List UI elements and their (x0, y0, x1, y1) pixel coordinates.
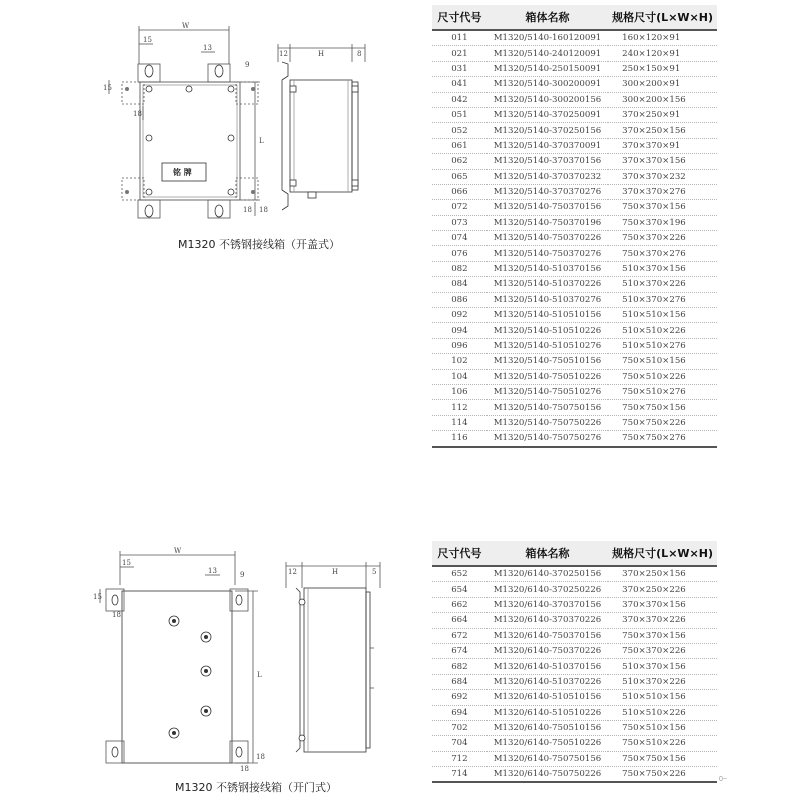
row-code: 011 (432, 30, 487, 46)
table-row (432, 767, 717, 783)
row-spec-size: 750×510×226 (608, 369, 717, 384)
row-code: 704 (432, 736, 487, 751)
table-row (432, 231, 717, 246)
table-row (432, 751, 717, 766)
row-code: 694 (432, 705, 487, 720)
row-box-name: M1320/5140-300200091 (487, 77, 608, 92)
table-row (432, 415, 717, 430)
row-box-name: M1320/6140-750510226 (487, 736, 608, 751)
row-code: 041 (432, 77, 487, 92)
dim-18-bottom-2: 18 (243, 206, 252, 214)
row-code: 096 (432, 338, 487, 353)
col-header-name: 箱体名称 (487, 541, 608, 566)
dim-9-2: 9 (240, 571, 245, 579)
row-code: 086 (432, 292, 487, 307)
row-spec-size: 510×510×226 (608, 705, 717, 720)
row-box-name: M1320/5140-370370232 (487, 169, 608, 184)
row-spec-size: 750×750×156 (608, 751, 717, 766)
table-row (432, 30, 717, 46)
row-spec-size: 370×370×226 (608, 613, 717, 628)
table-row (432, 720, 717, 735)
dim-w: W (182, 22, 190, 30)
row-box-name: M1320/5140-750750156 (487, 400, 608, 415)
table-row (432, 674, 717, 689)
row-box-name: M1320/5140-370250091 (487, 107, 608, 122)
row-box-name: M1320/5140-300200156 (487, 92, 608, 107)
row-code: 094 (432, 323, 487, 338)
row-spec-size: 750×370×156 (608, 628, 717, 643)
table-row (432, 107, 717, 122)
table-row (432, 292, 717, 307)
row-spec-size: 370×370×276 (608, 184, 717, 199)
row-box-name: M1320/5140-750750226 (487, 415, 608, 430)
row-code: 112 (432, 400, 487, 415)
row-spec-size: 750×370×226 (608, 231, 717, 246)
row-code: 682 (432, 659, 487, 674)
dim-w-2: W (174, 547, 182, 555)
row-spec-size: 750×510×156 (608, 720, 717, 735)
bottom-spec-table (432, 541, 717, 783)
table-row (432, 597, 717, 612)
row-box-name: M1320/6140-510510226 (487, 705, 608, 720)
row-code: 674 (432, 643, 487, 658)
row-spec-size: 750×370×226 (608, 643, 717, 658)
row-spec-size: 750×510×276 (608, 384, 717, 399)
dim-12: 12 (279, 50, 288, 58)
table-row (432, 566, 717, 582)
row-box-name: M1320/5140-750510156 (487, 354, 608, 369)
row-code: 712 (432, 751, 487, 766)
row-spec-size: 370×370×91 (608, 138, 717, 153)
row-code: 031 (432, 61, 487, 76)
row-box-name: M1320/5140-510510226 (487, 323, 608, 338)
dim-l-2: L (257, 671, 262, 679)
row-code: 021 (432, 46, 487, 61)
row-code: 664 (432, 613, 487, 628)
row-box-name: M1320/6140-510510156 (487, 690, 608, 705)
row-spec-size: 300×200×91 (608, 77, 717, 92)
top-side-view-drawing (270, 40, 380, 220)
table-row (432, 77, 717, 92)
row-code: 052 (432, 123, 487, 138)
bottom-caption: M1320 不锈钢接线箱（开门式） (175, 781, 337, 794)
top-front-view-drawing (95, 20, 270, 230)
row-box-name: M1320/5140-370370276 (487, 184, 608, 199)
row-box-name: M1320/5140-510370156 (487, 261, 608, 276)
row-code: 652 (432, 566, 487, 582)
row-spec-size: 370×250×226 (608, 582, 717, 597)
col-header-size: 规格尺寸(L×W×H) (608, 5, 717, 30)
row-code: 066 (432, 184, 487, 199)
table-row (432, 200, 717, 215)
table-row (432, 431, 717, 447)
table-row (432, 659, 717, 674)
row-spec-size: 750×370×196 (608, 215, 717, 230)
top-spec-table (432, 5, 717, 448)
col-header-code: 尺寸代号 (432, 5, 487, 30)
dim-15-left-2: 15 (93, 593, 102, 601)
row-code: 072 (432, 200, 487, 215)
row-spec-size: 370×250×156 (608, 566, 717, 582)
row-spec-size: 510×370×156 (608, 261, 717, 276)
row-code: 074 (432, 231, 487, 246)
table-row (432, 61, 717, 76)
table-row (432, 46, 717, 61)
table-row (432, 643, 717, 658)
row-box-name: M1320/6140-510370156 (487, 659, 608, 674)
dim-18-bottom: 18 (259, 206, 268, 214)
table-row (432, 215, 717, 230)
row-code: 104 (432, 369, 487, 384)
dim-8: 8 (357, 50, 362, 58)
row-spec-size: 750×750×226 (608, 767, 717, 783)
row-box-name: M1320/6140-370370226 (487, 613, 608, 628)
row-box-name: M1320/6140-750510156 (487, 720, 608, 735)
row-box-name: M1320/5140-160120091 (487, 30, 608, 46)
table-row (432, 277, 717, 292)
row-spec-size: 370×250×156 (608, 123, 717, 138)
row-code: 662 (432, 597, 487, 612)
row-spec-size: 750×750×226 (608, 415, 717, 430)
col-header-name: 箱体名称 (487, 5, 608, 30)
row-box-name: M1320/5140-510510276 (487, 338, 608, 353)
row-spec-size: 370×250×91 (608, 107, 717, 122)
row-box-name: M1320/5140-370370156 (487, 154, 608, 169)
row-code: 082 (432, 261, 487, 276)
table-row (432, 123, 717, 138)
row-box-name: M1320/6140-510370226 (487, 674, 608, 689)
dim-13-2: 13 (208, 567, 217, 575)
row-spec-size: 240×120×91 (608, 46, 717, 61)
row-box-name: M1320/6140-750370156 (487, 628, 608, 643)
row-spec-size: 510×370×226 (608, 277, 717, 292)
row-box-name: M1320/5140-750750276 (487, 431, 608, 447)
dim-l: L (259, 137, 264, 145)
row-box-name: M1320/5140-510370276 (487, 292, 608, 307)
row-spec-size: 160×120×91 (608, 30, 717, 46)
tail-mark: 0~ (719, 776, 727, 783)
table-row (432, 582, 717, 597)
row-spec-size: 510×510×156 (608, 690, 717, 705)
table-row (432, 354, 717, 369)
row-box-name: M1320/5140-510510156 (487, 308, 608, 323)
row-code: 106 (432, 384, 487, 399)
table-header-row (432, 5, 717, 30)
dim-13: 13 (203, 44, 212, 52)
row-code: 692 (432, 690, 487, 705)
dim-15: 15 (143, 36, 152, 44)
row-spec-size: 750×370×276 (608, 246, 717, 261)
row-spec-size: 750×750×156 (608, 400, 717, 415)
dim-18-bottom-3: 18 (256, 753, 265, 761)
table-row (432, 246, 717, 261)
dim-12-2: 12 (288, 568, 297, 576)
row-spec-size: 510×510×276 (608, 338, 717, 353)
table-row (432, 169, 717, 184)
row-box-name: M1320/5140-250150091 (487, 61, 608, 76)
row-code: 051 (432, 107, 487, 122)
row-box-name: M1320/6140-370370156 (487, 597, 608, 612)
table-row (432, 184, 717, 199)
col-header-code: 尺寸代号 (432, 541, 487, 566)
table-row (432, 613, 717, 628)
row-code: 702 (432, 720, 487, 735)
row-spec-size: 510×370×276 (608, 292, 717, 307)
row-box-name: M1320/5140-370370091 (487, 138, 608, 153)
row-spec-size: 750×370×156 (608, 200, 717, 215)
row-code: 061 (432, 138, 487, 153)
row-box-name: M1320/5140-750370226 (487, 231, 608, 246)
row-box-name: M1320/5140-750370196 (487, 215, 608, 230)
row-box-name: M1320/5140-510370226 (487, 277, 608, 292)
table-row (432, 736, 717, 751)
row-spec-size: 750×510×226 (608, 736, 717, 751)
dim-18-left: 18 (133, 110, 142, 118)
table-row (432, 138, 717, 153)
row-code: 073 (432, 215, 487, 230)
row-box-name: M1320/6140-750750156 (487, 751, 608, 766)
row-code: 076 (432, 246, 487, 261)
row-spec-size: 370×370×232 (608, 169, 717, 184)
table-row (432, 400, 717, 415)
row-code: 092 (432, 308, 487, 323)
row-code: 042 (432, 92, 487, 107)
dim-15-2: 15 (122, 559, 131, 567)
row-code: 116 (432, 431, 487, 447)
row-code: 714 (432, 767, 487, 783)
row-code: 114 (432, 415, 487, 430)
bottom-side-view-drawing (280, 558, 390, 758)
dim-18-bottom-4: 18 (240, 765, 249, 773)
table-row (432, 705, 717, 720)
table-row (432, 338, 717, 353)
row-box-name: M1320/5140-750510276 (487, 384, 608, 399)
table-header-row (432, 541, 717, 566)
row-code: 084 (432, 277, 487, 292)
row-code: 654 (432, 582, 487, 597)
row-code: 102 (432, 354, 487, 369)
bottom-front-view-drawing (90, 545, 270, 775)
dim-h: H (318, 50, 325, 58)
dim-h-2: H (332, 568, 339, 576)
table-row (432, 628, 717, 643)
row-spec-size: 370×370×156 (608, 154, 717, 169)
table-row (432, 690, 717, 705)
dim-9: 9 (245, 61, 250, 69)
row-box-name: M1320/5140-240120091 (487, 46, 608, 61)
dim-15-left: 15 (103, 84, 112, 92)
dim-18-left-2: 18 (112, 611, 121, 619)
table-row (432, 154, 717, 169)
row-spec-size: 750×510×156 (608, 354, 717, 369)
col-header-size: 规格尺寸(L×W×H) (608, 541, 717, 566)
table-row (432, 92, 717, 107)
row-code: 065 (432, 169, 487, 184)
row-spec-size: 510×370×156 (608, 659, 717, 674)
row-box-name: M1320/6140-750370226 (487, 643, 608, 658)
top-caption: M1320 不锈钢接线箱（开盖式） (178, 238, 340, 251)
dim-5: 5 (372, 568, 377, 576)
row-spec-size: 510×510×156 (608, 308, 717, 323)
row-spec-size: 510×370×226 (608, 674, 717, 689)
row-spec-size: 250×150×91 (608, 61, 717, 76)
row-box-name: M1320/6140-370250226 (487, 582, 608, 597)
nameplate-label: 铭 牌 (173, 168, 192, 177)
table-row (432, 384, 717, 399)
row-spec-size: 750×750×276 (608, 431, 717, 447)
row-code: 672 (432, 628, 487, 643)
table-row (432, 369, 717, 384)
table-row (432, 261, 717, 276)
table-row (432, 308, 717, 323)
row-code: 062 (432, 154, 487, 169)
row-spec-size: 300×200×156 (608, 92, 717, 107)
row-box-name: M1320/5140-370250156 (487, 123, 608, 138)
row-code: 684 (432, 674, 487, 689)
row-box-name: M1320/5140-750510226 (487, 369, 608, 384)
row-box-name: M1320/6140-370250156 (487, 566, 608, 582)
table-row (432, 323, 717, 338)
row-box-name: M1320/5140-750370276 (487, 246, 608, 261)
row-spec-size: 370×370×156 (608, 597, 717, 612)
row-box-name: M1320/5140-750370156 (487, 200, 608, 215)
row-box-name: M1320/6140-750750226 (487, 767, 608, 783)
row-spec-size: 510×510×226 (608, 323, 717, 338)
